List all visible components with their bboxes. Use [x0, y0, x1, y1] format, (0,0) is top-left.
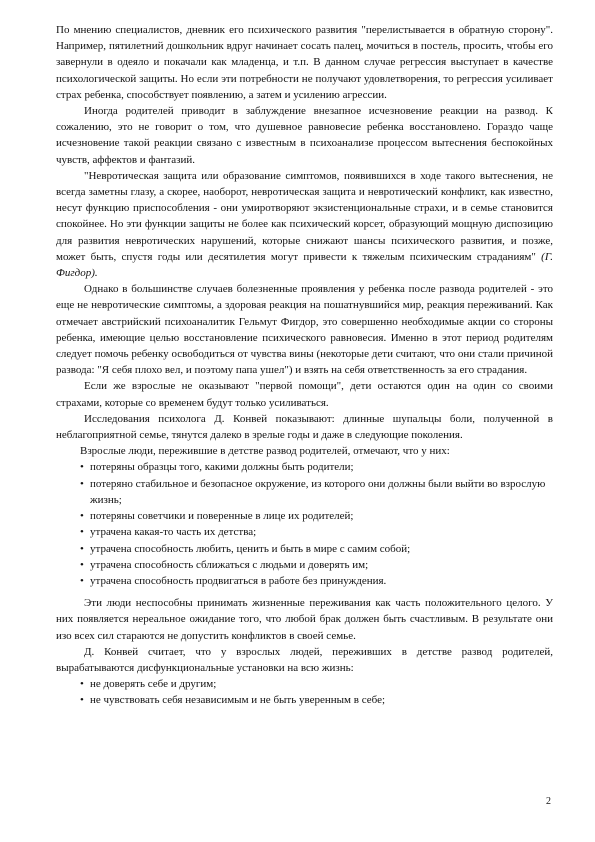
bullet-icon: •: [80, 694, 84, 707]
paragraph-reaction-disappearance: Иногда родителей приводит в заблуждение внезапное исчезновение реакции на развод. К сожалению, это не говорит о том, что душевное равновесие ребенка восстановлено. Гораздо чаще исчезновение такой реакции связано с известным в психоанализе процессом вытеснения беспокойных чувств, аффектов и фантазий.: [56, 105, 553, 166]
paragraph-figdor-quote: [56, 168, 553, 281]
paragraph-regression: По мнению специалистов, дневник его психического развития "перелистывается в обратную сторону". Например, пятилетний дошкольник вдруг начинает сосать палец, мочиться в постель, просить, чтобы его завернули в одеяло и покачали как младенца, и т.п. В данном случае регрессия выступает в качестве психологической защиты. Но если эти потребности не получают удовлетворения, то регрессия усиливает страх ребенка, способствует появлению, а затем и усилению агрессии.: [56, 24, 553, 101]
paragraph-adults-note: Взрослые люди, пережившие в детстве развод родителей, отмечают, что у них:: [80, 445, 450, 458]
bullet-icon: •: [80, 461, 84, 474]
bullet-icon: •: [80, 558, 84, 571]
losses-list: [56, 459, 553, 589]
bullet-icon: •: [80, 477, 84, 490]
paragraph-first-aid: Если же взрослые не оказывают "первой помощи", дети остаются один на один со своими страхами, которые со временем будут только усиливаться.: [56, 380, 553, 409]
page-number: 2: [546, 796, 551, 807]
list-item: • утрачена какая-то часть их детства;: [56, 524, 553, 540]
quote-text: "Невротическая защита или образование симптомов, появившихся в ходе такого вытеснения, не всегда заметны глазу, а скорее, наоборот, невротическая защита и невротический конфликт, как известно, несут функцию приспособления - они умиротворяют экзистенциональные страхи, и в семье становится спокойнее. Но эти функции защиты не более как психический корсет, образующий мощную диспозицию для развития невротических нарушений, которые снижают шансы психического развития, и позже, может быть, спустя годы или десятилетия могут привести к тяжелым психическим страданиям": [56, 169, 553, 263]
bullet-icon: •: [80, 678, 84, 691]
bullet-icon: •: [80, 510, 84, 523]
list-item: • потеряно стабильное и безопасное окружение, из которого они должны были выйти во взрослую жизнь;: [80, 477, 546, 506]
paragraph-dysfunctional-attitudes: Д. Конвей считает, что у взрослых людей, переживших в детстве развод родителей, вырабатываются дисфункциональные установки на всю жизнь:: [56, 645, 553, 674]
bullet-icon: •: [80, 542, 84, 555]
list-item: • не чувствовать себя независимым и не быть уверенным в себе;: [56, 692, 553, 708]
paragraph-conway-research: Исследования психолога Д. Конвей показывают: длинные шупальцы боли, полученной в неблагоприятной семье, тянутся далеко в зрелые годы и даже в следующие поколения.: [56, 412, 553, 442]
document-page: [56, 22, 553, 709]
attitudes-list: [56, 676, 553, 708]
paragraph-reaction-experience: Однако в большинстве случаев болезненные проявления у ребенка после развода родителей - это еще не невротические симптомы, а здоровая реакция на пошатнувшийся мир, реакция переживаний. Как отмечает австрийский психоаналитик Гельмут Фигдор, это совершенно необходимые акции со стороны ребенка, имеющие целью восстановление психического равновесия. Именно в этот период родителям следует помочь ребенку освободиться от чувства вины (некоторые дети считают, что они стали причиной развода: "Я себя плохо вел, и поэтому папа ушел") и взять на себя ответственность за его страдания.: [56, 283, 553, 377]
bullet-icon: •: [80, 526, 84, 539]
list-item: • потеряны советчики и поверенные в лице их родителей;: [56, 508, 553, 524]
quote-author: (Г. Фигдор).: [56, 250, 554, 280]
paragraph-unrealistic-expectations: Эти люди неспособны принимать жизненные переживания как часть положительного целого. У них появляется нереальное ожидание того, что любой брак должен быть счастливым. В результате они изо всех сил стараются не допустить конфликтов в своей семье.: [56, 597, 553, 642]
list-item: • утрачена способность любить, ценить и быть в мире с самим собой;: [56, 541, 553, 557]
list-item: • потеряны образцы того, какими должны быть родители;: [56, 459, 553, 475]
bullet-icon: •: [80, 574, 84, 587]
list-item: • утрачена способность продвигаться в работе без принуждения.: [56, 573, 553, 589]
list-item: • утрачена способность сближаться с людьми и доверять им;: [56, 557, 553, 573]
list-item: • не доверять себе и другим;: [56, 676, 553, 692]
